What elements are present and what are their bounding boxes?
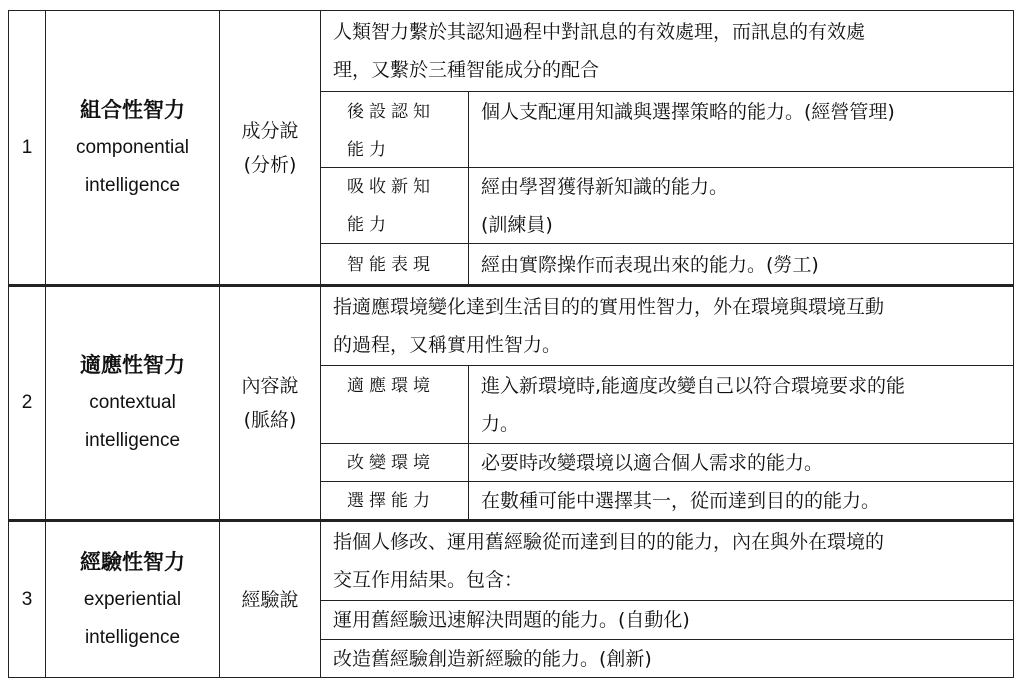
component-label-cell (320, 91, 469, 168)
experience-text-cell (320, 639, 1014, 678)
intelligence-name-cell (45, 285, 220, 520)
component-text-line1: 經由實際操作而表現出來的能力。(勞工) (481, 254, 819, 276)
row-number-text: 3 (21, 588, 33, 610)
intelligence-name-en-line2: intelligence (84, 626, 181, 648)
intelligence-name-zh: 組合性智力 (80, 97, 185, 122)
description-line-2: 的過程，又稱實用性智力。 (333, 334, 562, 356)
intelligence-name-cell (45, 520, 220, 678)
adaptation-text-cell (468, 481, 1014, 520)
adaptation-text-line1: 必要時改變環境以適合個人需求的能力。 (481, 452, 824, 474)
experience-text-line1: 運用舊經驗迅速解決問題的能力。(自動化) (333, 609, 690, 631)
description-cell (320, 285, 1014, 366)
adaptation-text-cell (468, 365, 1014, 444)
component-text-cell (468, 243, 1014, 285)
intelligence-name-en-line2: intelligence (84, 174, 181, 196)
description-line-1: 人類智力繫於其認知過程中對訊息的有效處理，而訊息的有效處 (333, 21, 866, 43)
component-label-line1: 後設認知 (347, 102, 435, 122)
intelligence-name-en-line1: componential (75, 136, 190, 158)
adaptation-text-line2: 力。 (481, 413, 520, 435)
component-label-cell (320, 243, 469, 285)
component-text-line2: (訓練員) (481, 214, 553, 236)
description-cell (320, 520, 1014, 601)
theory-subtitle: (分析) (243, 153, 297, 176)
theory-cell (219, 520, 321, 678)
theory-cell (219, 10, 321, 285)
intelligence-name-en-line1: experiential (83, 588, 182, 610)
component-text-line1: 個人支配運用知識與選擇策略的能力。(經營管理) (481, 101, 895, 123)
row-2 (8, 285, 1014, 520)
description-line-1: 指適應環境變化達到生活目的的實用性智力，外在環境與環境互動 (333, 296, 885, 318)
row-number-text: 2 (21, 392, 33, 413)
description-cell (320, 10, 1014, 92)
description-line-2: 理，又繫於三種智能成分的配合 (333, 59, 600, 81)
component-label-line1: 吸收新知 (347, 177, 435, 197)
row-number-text: 1 (21, 136, 33, 158)
adaptation-label-cell (320, 365, 469, 444)
component-label-line2: 能力 (347, 140, 391, 160)
component-text-cell (468, 91, 1014, 168)
row-number (8, 10, 46, 285)
row-3 (8, 520, 1014, 678)
description-line-2: 交互作用結果。包含： (333, 569, 524, 591)
theory-cell (219, 285, 321, 520)
adaptation-label-cell (320, 443, 469, 482)
component-label-cell (320, 167, 469, 244)
adaptation-label-cell (320, 481, 469, 520)
theory-name: 經驗說 (241, 588, 299, 611)
adaptation-text-line1: 在數種可能中選擇其一，從而達到目的的能力。 (481, 490, 881, 512)
theory-subtitle: (脈絡) (243, 409, 297, 431)
theory-name: 內容說 (241, 375, 299, 397)
experience-text-cell (320, 600, 1014, 640)
adaptation-label-line1: 選擇能力 (347, 491, 435, 511)
component-label-line1: 智能表現 (347, 255, 435, 275)
row-1 (8, 10, 1014, 285)
component-text-cell (468, 167, 1014, 244)
description-line-1: 指個人修改、運用舊經驗從而達到目的的能力，內在與外在環境的 (333, 531, 885, 553)
adaptation-label-line1: 改變環境 (347, 453, 435, 473)
component-label-line2: 能力 (347, 215, 391, 235)
adaptation-text-line1: 進入新環境時,能適度改變自己以符合環境要求的能 (481, 375, 906, 397)
row-number (8, 285, 46, 520)
component-text-line1: 經由學習獲得新知識的能力。 (481, 176, 729, 198)
adaptation-text-cell (468, 443, 1014, 482)
intelligence-name-cell (45, 10, 220, 285)
intelligence-name-zh: 經驗性智力 (80, 549, 185, 574)
theory-name: 成分說 (241, 119, 299, 142)
intelligence-name-zh: 適應性智力 (80, 353, 185, 377)
experience-text-line1: 改造舊經驗創造新經驗的能力。(創新) (333, 648, 652, 670)
intelligence-name-en-line2: intelligence (84, 430, 181, 451)
intelligence-name-en-line1: contextual (89, 392, 176, 413)
row-number (8, 520, 46, 678)
adaptation-label-line1: 適應環境 (347, 376, 435, 396)
